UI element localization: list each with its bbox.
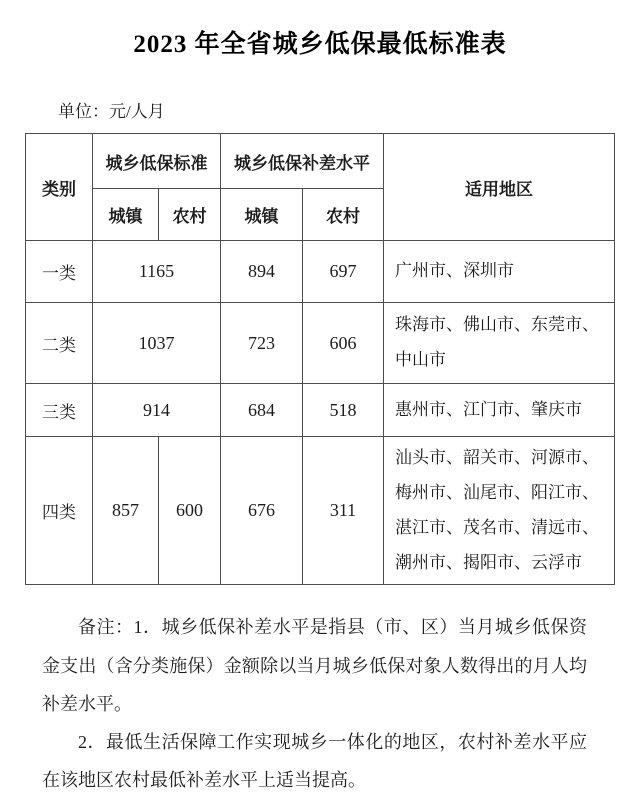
table-row-category-2 [26,303,615,384]
category-cell: 四类 [26,437,93,585]
header-standard-rural-cell: 农村 [159,189,221,241]
subsidy-urban-cell: 894 [221,241,303,303]
standard-urban-cell: 857 [93,437,159,585]
regions-cell: 惠州市、江门市、肇庆市 [384,384,615,437]
header-region-cell: 适用地区 [384,134,615,241]
subsidy-urban-cell: 676 [221,437,303,585]
header-subsidy-rural-cell: 农村 [303,189,384,241]
category-cell: 三类 [26,384,93,437]
regions-cell: 汕头市、韶关市、河源市、梅州市、汕尾市、阳江市、湛江市、茂名市、清远市、潮州市、揭阳市、云浮市 [384,437,615,585]
subsidy-rural-cell: 697 [303,241,384,303]
subsidy-rural-cell: 606 [303,303,384,384]
table-row-category-1 [26,241,615,303]
table-row-category-3 [26,384,615,437]
table-row-category-4 [26,437,615,585]
regions-cell: 广州市、深圳市 [384,241,615,303]
header-subsidy-urban-cell: 城镇 [221,189,303,241]
header-standard-group-cell: 城乡低保标准 [93,134,221,189]
regions-cell: 珠海市、佛山市、东莞市、中山市 [384,303,615,384]
standard-merged-cell: 1037 [93,303,221,384]
note-2: 2．最低生活保障工作实现城乡一体化的地区，农村补差水平应在该地区农村最低补差水平上适当提高。 [42,731,587,790]
subsidy-rural-cell: 311 [303,437,384,585]
header-standard-urban-cell: 城镇 [93,189,159,241]
subsidy-urban-cell: 684 [221,384,303,437]
note-1: 备注：1．城乡低保补差水平是指县（市、区）当月城乡低保资金支出（含分类施保）金额除以当月城乡低保对象人数得出的月人均补差水平。 [42,617,587,714]
unit-label: 单位：元/人月 [58,102,165,121]
header-category-cell: 类别 [26,134,93,241]
category-cell: 二类 [26,303,93,384]
page-title: 2023 年全省城乡低保最低标准表 [133,31,507,58]
standard-merged-cell: 1165 [93,241,221,303]
category-cell: 一类 [26,241,93,303]
standard-merged-cell: 914 [93,384,221,437]
header-subsidy-group-cell: 城乡低保补差水平 [221,134,384,189]
subsidy-rural-cell: 518 [303,384,384,437]
header-row-groups [26,134,615,189]
standards-table [25,133,615,585]
subsidy-urban-cell: 723 [221,303,303,384]
standard-rural-cell: 600 [159,437,221,585]
notes-section [42,608,587,799]
